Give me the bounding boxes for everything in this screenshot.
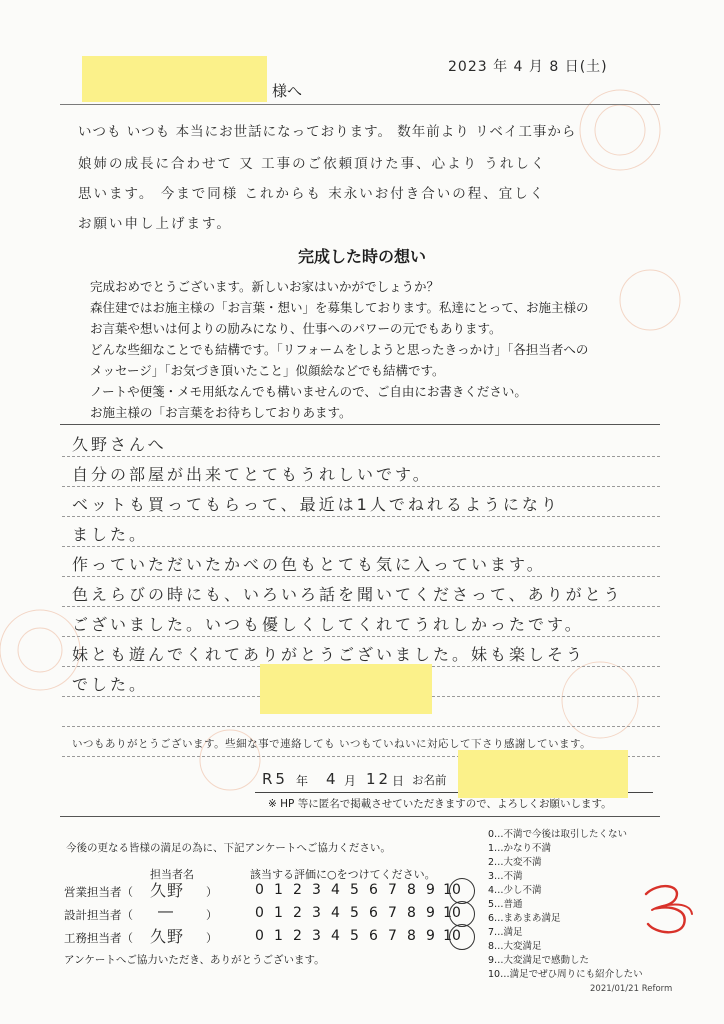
legend-item: 1…かなり不満 (488, 843, 552, 854)
signature-era-year: R5 (262, 770, 288, 788)
legend-item: 2…大変不満 (488, 857, 542, 868)
role-close: ） (206, 908, 218, 922)
rating-scale (250, 882, 464, 898)
rating-4[interactable]: 4 (331, 905, 340, 921)
staff-message-line: いつも いつも 本当にお世話になっております。 数年前より リベイ工事から (78, 124, 577, 140)
legend-item: 9…大変満足で感動した (488, 955, 590, 966)
customer-line: でした。 (72, 675, 149, 694)
legend-item: 10…満足でぜひ周りにも紹介したい (488, 969, 643, 980)
role-label: 営業担当者（ (64, 885, 133, 899)
rating-scale (250, 905, 464, 921)
rating-10[interactable]: 10 (443, 882, 461, 898)
role-label: 設計担当者（ (64, 908, 133, 922)
customer-extra-line: いつもありがとうございます。些細な事で連絡しても いつもていねいに対応して下さり感謝しています。 (72, 738, 592, 750)
ruled-line (62, 546, 660, 547)
role-label: 工務担当者（ (64, 931, 133, 945)
rating-5[interactable]: 5 (350, 882, 359, 898)
legend-item: 5…普通 (488, 899, 523, 910)
ruled-line (62, 726, 660, 727)
customer-line: ベットも買ってもらって、最近は1人でねれるようになり (72, 495, 560, 514)
legend-item: 3…不満 (488, 871, 523, 882)
staff-name: 久野 (150, 881, 185, 900)
red-check-mark (638, 880, 700, 938)
ruled-line (62, 606, 660, 607)
rating-3[interactable]: 3 (312, 928, 321, 944)
selected-rating-circle (449, 924, 475, 950)
ruled-line (62, 636, 660, 637)
rating-0[interactable]: 0 (255, 882, 264, 898)
month-label: 月 (344, 774, 357, 788)
intro-line: どんな些細なことでも結構です。「リフォームをしようと思ったきっかけ」「各担当者への (90, 342, 589, 357)
customer-line: 作っていただいたかべの色もとても気に入っています。 (72, 555, 546, 574)
customer-line: 久野さんへ (72, 435, 167, 454)
rating-1[interactable]: 1 (274, 905, 283, 921)
rating-1[interactable]: 1 (274, 882, 283, 898)
customer-line: ました。 (72, 525, 149, 544)
name-label: お名前 (412, 773, 447, 787)
rating-8[interactable]: 8 (407, 905, 416, 921)
rating-5[interactable]: 5 (350, 928, 359, 944)
rating-10[interactable]: 10 (443, 928, 461, 944)
day-label: 日 (392, 774, 405, 788)
rating-header: 該当する評価に○をつけてください。 (250, 868, 436, 881)
rating-7[interactable]: 7 (388, 905, 397, 921)
customer-line: 自分の部屋が出来てとてもうれしいです。 (72, 465, 432, 484)
rating-3[interactable]: 3 (312, 905, 321, 921)
intro-line: 完成おめでとうございます。新しいお家はいかがでしょうか？ (90, 279, 440, 294)
rating-7[interactable]: 7 (388, 928, 397, 944)
customer-line: 色えらびの時にも、いろいろ話を聞いてくださって、ありがとう (72, 585, 623, 604)
staff-name: 久野 (150, 927, 185, 946)
section-title: 完成した時の想い (297, 247, 426, 266)
rating-3[interactable]: 3 (312, 882, 321, 898)
intro-rule (60, 424, 660, 425)
rating-9[interactable]: 9 (426, 928, 435, 944)
publication-notice: ※ HP 等に匿名で掲載させていただきますので、よろしくお願いします。 (268, 798, 612, 810)
rating-6[interactable]: 6 (369, 905, 378, 921)
date-line: 2023 年 4 月 8 日(土) (448, 59, 608, 75)
intro-line: お言葉や想いは何よりの励みになり、仕事へのパワーの元でもあります。 (90, 321, 502, 336)
staff-message-line: 娘姉の成長に合わせて 又 工事のご依頼頂けた事、心より うれしく (78, 156, 547, 172)
legend-item: 7…満足 (488, 927, 523, 938)
intro-line: ノートや便箋・メモ用紙なんでも構いませんので、ご自由にお書きください。 (90, 384, 527, 399)
rating-2[interactable]: 2 (293, 882, 302, 898)
rating-0[interactable]: 0 (255, 928, 264, 944)
intro-line: メッセージ」「お気づき頂いたこと」似顔絵などでも結構です。 (90, 363, 445, 378)
rating-0[interactable]: 0 (255, 905, 264, 921)
rating-8[interactable]: 8 (407, 882, 416, 898)
redacted-area (260, 664, 432, 714)
header-rule (60, 104, 660, 105)
rating-6[interactable]: 6 (369, 928, 378, 944)
rating-2[interactable]: 2 (293, 905, 302, 921)
staff-name: ― (158, 902, 176, 920)
ruled-line (62, 456, 660, 457)
form-code: 2021/01/21 Reform (590, 984, 673, 994)
rating-5[interactable]: 5 (350, 905, 359, 921)
salutation: 様へ (272, 82, 303, 100)
rating-8[interactable]: 8 (407, 928, 416, 944)
signature-day: 12 (366, 770, 392, 788)
intro-line: お施主様の「お言葉をお待ちしておりあます。 (90, 405, 352, 420)
legend-item: 6…まあまあ満足 (488, 913, 561, 924)
role-close: ） (206, 931, 218, 945)
rating-7[interactable]: 7 (388, 882, 397, 898)
ruled-line (62, 576, 660, 577)
rating-4[interactable]: 4 (331, 928, 340, 944)
staff-message-line: お願い申し上げます。 (78, 216, 232, 232)
rating-9[interactable]: 9 (426, 905, 435, 921)
survey-thanks: アンケートへご協力いただき、ありがとうございます。 (64, 954, 325, 966)
rating-scale (250, 928, 464, 944)
ruled-line (62, 486, 660, 487)
ruled-line (62, 516, 660, 517)
legend-item: 8…大変満足 (488, 941, 542, 952)
rating-2[interactable]: 2 (293, 928, 302, 944)
legend-item: 0…不満で今後は取引したくない (488, 829, 628, 840)
redacted-customer-name (82, 56, 267, 102)
year-label: 年 (296, 774, 309, 788)
survey-rule (60, 816, 660, 817)
survey-intro: 今後の更なる皆様の満足の為に、下記アンケートへご協力ください。 (66, 842, 391, 854)
customer-line: 妹とも遊んでくれてありがとうございました。妹も楽しそう (72, 645, 586, 664)
intro-line: 森住建ではお施主様の「お言葉・想い」を募集しております。私達にとって、お施主様の (90, 300, 589, 315)
staff-name-header: 担当者名 (150, 868, 194, 881)
rating-4[interactable]: 4 (331, 882, 340, 898)
rating-6[interactable]: 6 (369, 882, 378, 898)
legend-item: 4…少し不満 (488, 885, 542, 896)
staff-message-line: 思います。 今まで同様 これからも 末永いお付き合いの程、宜しく (78, 186, 546, 202)
redacted-signature-name (458, 750, 628, 798)
signature-month: 4 (326, 770, 339, 788)
rating-9[interactable]: 9 (426, 882, 435, 898)
role-close: ） (206, 885, 218, 899)
rating-1[interactable]: 1 (274, 928, 283, 944)
customer-line: ございました。いつも優しくしてくれてうれしかったです。 (72, 615, 584, 634)
rating-10[interactable]: 10 (443, 905, 461, 921)
